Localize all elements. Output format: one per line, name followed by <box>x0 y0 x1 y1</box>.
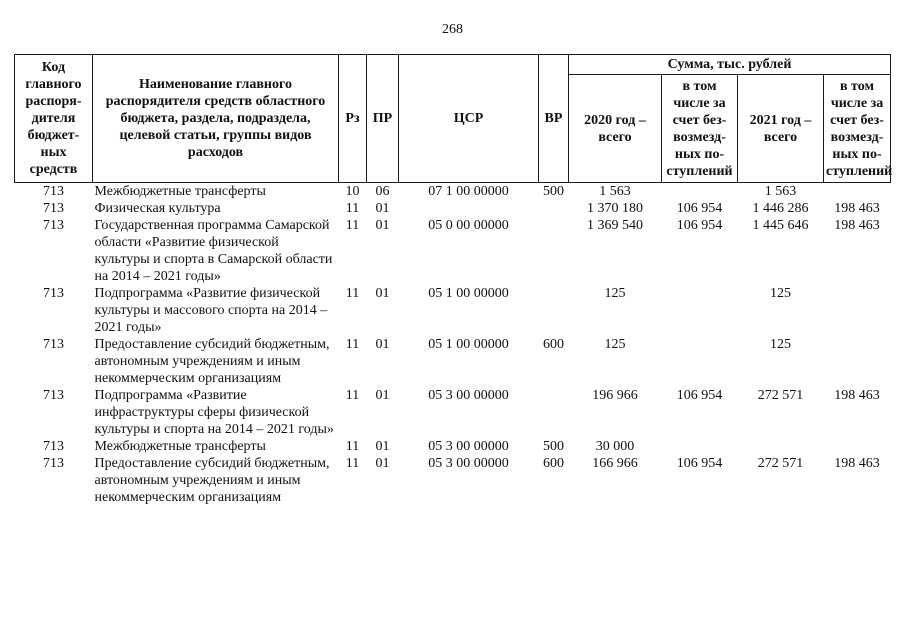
table-row <box>15 387 891 438</box>
cell-code: 713 <box>43 286 64 301</box>
cell-2021-free <box>824 438 891 455</box>
cell-name: Предоставление субсидий бюджетным, автономным учреждениям и иным некоммерческим организациям <box>94 337 330 386</box>
cell-csr: 05 3 00 00000 <box>428 439 509 454</box>
cell-code: 713 <box>43 201 64 216</box>
cell-vr: 600 <box>543 456 564 471</box>
cell-code: 713 <box>43 337 64 352</box>
cell-2020-free <box>662 183 738 201</box>
cell-2020-free: 106 954 <box>676 218 723 233</box>
cell-rz: 11 <box>345 218 360 233</box>
cell-2020-free <box>662 336 738 387</box>
header-vr: ВР <box>539 55 569 183</box>
table-body <box>15 183 891 507</box>
table-row <box>15 285 891 336</box>
cell-2021-free: 198 463 <box>834 218 880 233</box>
cell-vr <box>539 200 569 217</box>
cell-pr: 01 <box>375 388 390 403</box>
cell-name: Физическая культура <box>94 201 221 216</box>
cell-pr: 01 <box>375 201 390 216</box>
cell-rz: 11 <box>345 201 360 216</box>
cell-2021-total: 125 <box>770 286 791 301</box>
cell-code: 713 <box>43 456 64 471</box>
cell-name: Межбюджетные трансферты <box>94 439 266 454</box>
cell-2020-free: 106 954 <box>676 456 723 471</box>
header-rz: Рз <box>339 55 367 183</box>
cell-2020-total: 1 563 <box>599 184 631 199</box>
cell-name: Предоставление субсидий бюджетным, автономным учреждениям и иным некоммерческим организациям <box>94 456 330 505</box>
cell-csr: 07 1 00 00000 <box>428 184 509 199</box>
cell-vr <box>539 285 569 336</box>
cell-2021-free <box>824 336 891 387</box>
cell-2020-free: 106 954 <box>676 201 723 216</box>
table-row <box>15 336 891 387</box>
cell-2020-total: 125 <box>604 337 626 352</box>
cell-2021-total: 272 571 <box>757 456 804 471</box>
cell-2020-total: 1 369 540 <box>587 218 643 233</box>
table-header <box>15 55 891 183</box>
cell-2021-total: 125 <box>770 337 791 352</box>
cell-name: Межбюджетные трансферты <box>94 184 266 199</box>
cell-rz: 10 <box>345 184 360 199</box>
cell-2021-total: 1 445 646 <box>752 218 809 233</box>
cell-2020-total: 196 966 <box>592 388 638 403</box>
budget-table <box>14 54 891 506</box>
cell-2021-free <box>824 285 891 336</box>
cell-2021-total <box>738 438 824 455</box>
page-number: 268 <box>442 22 463 37</box>
cell-csr: 05 3 00 00000 <box>428 456 509 471</box>
cell-pr: 06 <box>375 184 390 199</box>
cell-2021-free: 198 463 <box>834 201 880 216</box>
cell-pr: 01 <box>375 456 390 471</box>
cell-csr: 05 1 00 00000 <box>428 286 509 301</box>
cell-rz: 11 <box>345 337 360 352</box>
cell-2020-total: 125 <box>604 286 626 301</box>
header-sum: Сумма, тыс. рублей <box>569 55 891 75</box>
cell-rz: 11 <box>345 456 360 471</box>
cell-csr: 05 3 00 00000 <box>428 388 509 403</box>
cell-code: 713 <box>43 388 64 403</box>
cell-csr <box>399 200 539 217</box>
cell-2021-total: 1 563 <box>764 184 797 199</box>
header-2020-free: в том числе за счет без-возмезд-ных по-ступлений <box>662 75 738 183</box>
cell-vr: 600 <box>543 337 564 352</box>
header-2021-free: в том числе за счет без-возмезд-ных по-ступлений <box>824 75 891 183</box>
table-row <box>15 217 891 285</box>
cell-pr: 01 <box>375 218 390 233</box>
header-2020-total: 2020 год – всего <box>569 75 662 183</box>
cell-2020-total: 1 370 180 <box>587 201 643 216</box>
cell-rz: 11 <box>345 439 360 454</box>
cell-pr: 01 <box>375 337 390 352</box>
cell-pr: 01 <box>375 439 390 454</box>
cell-name: Подпрограмма «Развитие физической культуры и массового спорта на 2014 – 2021 годы» <box>94 286 328 335</box>
cell-code: 713 <box>43 439 64 454</box>
cell-code: 713 <box>43 184 64 199</box>
cell-vr: 500 <box>543 184 564 199</box>
cell-rz: 11 <box>345 286 360 301</box>
table-row <box>15 455 891 506</box>
cell-name: Подпрограмма «Развитие инфраструктуры сферы физической культуры и спорта на 2014 – 2021 годы» <box>94 388 334 437</box>
cell-vr: 500 <box>543 439 564 454</box>
header-csr: ЦСР <box>399 55 539 183</box>
cell-2021-free <box>824 183 891 201</box>
table-row <box>15 200 891 217</box>
header-code: Код главного распоря-дителя бюджет-ных средств <box>15 55 93 183</box>
cell-2020-total: 30 000 <box>595 439 635 454</box>
cell-2021-total: 1 446 286 <box>752 201 809 216</box>
cell-vr <box>539 217 569 285</box>
cell-2020-free <box>662 438 738 455</box>
cell-rz: 11 <box>345 388 360 403</box>
header-name: Наименование главного распорядителя средств областного бюджета, раздела, подраздела, целевой статьи, группы видов расходов <box>93 55 339 183</box>
cell-2021-free: 198 463 <box>834 456 880 471</box>
cell-vr <box>539 387 569 438</box>
table-row <box>15 183 891 201</box>
cell-2020-total: 166 966 <box>592 456 638 471</box>
cell-2021-total: 272 571 <box>757 388 804 403</box>
header-pr: ПР <box>367 55 399 183</box>
cell-name: Государственная программа Самарской области «Развитие физической культуры и спорта в Самарской области на 2014 – 2021 годы» <box>94 218 333 284</box>
cell-2021-free: 198 463 <box>834 388 880 403</box>
header-2021-total: 2021 год – всего <box>738 75 824 183</box>
cell-code: 713 <box>43 218 64 233</box>
cell-2020-free <box>662 285 738 336</box>
cell-csr: 05 0 00 00000 <box>428 218 509 233</box>
table-row <box>15 438 891 455</box>
cell-2020-free: 106 954 <box>676 388 723 403</box>
cell-csr: 05 1 00 00000 <box>428 337 509 352</box>
cell-pr: 01 <box>375 286 390 301</box>
